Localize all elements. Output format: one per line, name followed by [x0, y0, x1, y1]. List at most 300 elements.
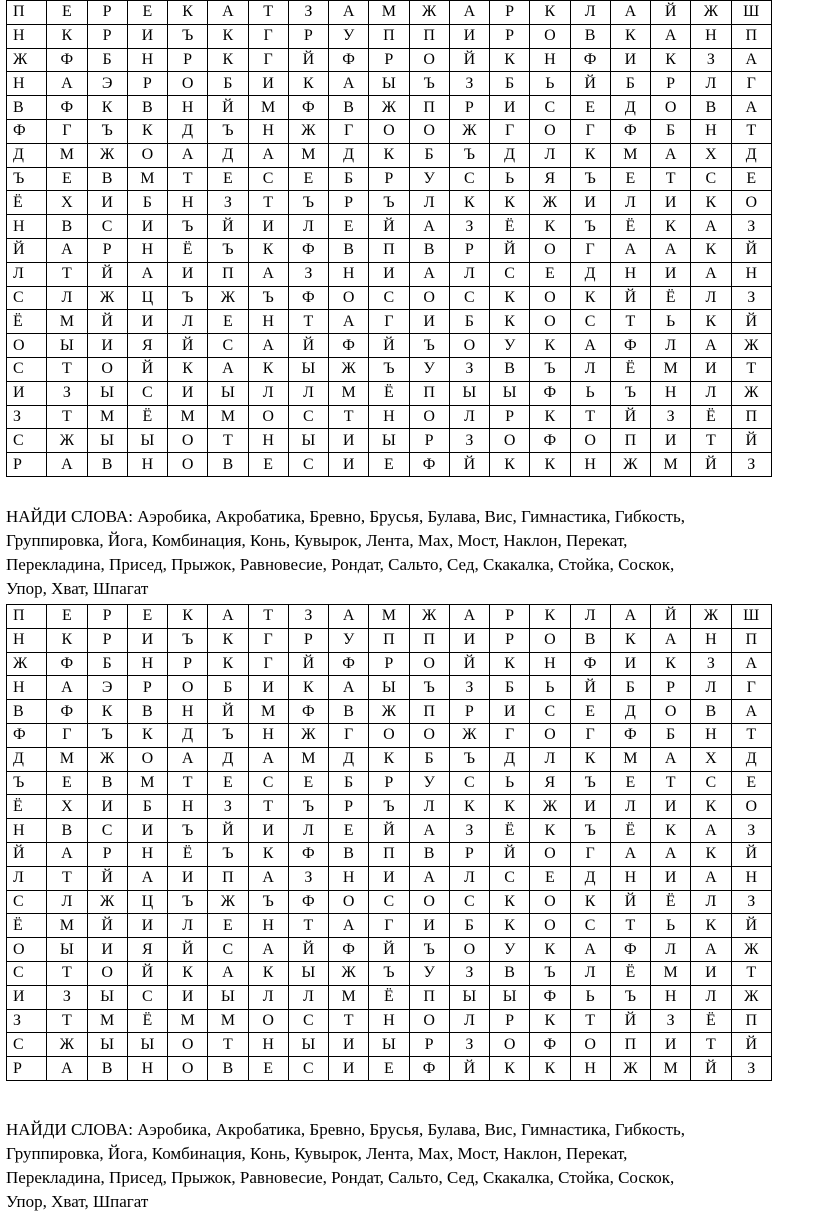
grid-cell: Ъ — [248, 890, 288, 914]
grid-cell: К — [168, 961, 208, 985]
grid-cell: А — [329, 914, 369, 938]
grid-cell: Ъ — [168, 819, 208, 843]
grid-cell: Р — [127, 72, 167, 96]
grid-cell: О — [409, 890, 449, 914]
grid-cell: Й — [87, 866, 127, 890]
grid-cell: П — [409, 381, 449, 405]
grid-cell: К — [691, 914, 731, 938]
grid-cell: Ъ — [208, 723, 248, 747]
grid-cell: Ъ — [449, 143, 489, 167]
grid-cell: Б — [329, 167, 369, 191]
grid-cell: В — [87, 167, 127, 191]
grid-row — [7, 628, 772, 652]
grid-cell: Л — [691, 72, 731, 96]
grid-cell: Н — [168, 96, 208, 120]
grid-cell: Ь — [490, 771, 530, 795]
grid-cell: Г — [47, 119, 87, 143]
grid-cell: С — [288, 405, 328, 429]
grid-cell: Ж — [610, 1057, 650, 1081]
grid-cell: А — [610, 842, 650, 866]
grid-cell: П — [369, 842, 409, 866]
grid-cell: И — [449, 24, 489, 48]
word-list — [6, 505, 806, 601]
grid-cell: Н — [369, 405, 409, 429]
grid-cell: К — [47, 628, 87, 652]
grid-cell: Ъ — [530, 357, 570, 381]
grid-cell: А — [449, 1, 489, 25]
grid-cell: К — [530, 819, 570, 843]
grid-cell: И — [651, 191, 691, 215]
grid-cell: З — [47, 985, 87, 1009]
grid-cell: А — [610, 1, 650, 25]
grid-cell: З — [691, 652, 731, 676]
grid-cell: С — [7, 1033, 47, 1057]
grid-cell: О — [168, 1033, 208, 1057]
grid-cell: Р — [87, 605, 127, 629]
grid-cell: Й — [369, 215, 409, 239]
grid-cell: Т — [168, 167, 208, 191]
grid-cell: А — [329, 72, 369, 96]
grid-cell: Л — [7, 866, 47, 890]
grid-cell: О — [248, 405, 288, 429]
grid-cell: Н — [731, 866, 772, 890]
grid-cell: П — [208, 262, 248, 286]
grid-cell: Ф — [530, 1033, 570, 1057]
grid-cell: Г — [47, 723, 87, 747]
grid-cell: М — [369, 1, 409, 25]
grid-cell: В — [691, 96, 731, 120]
grid-cell: Е — [248, 1057, 288, 1081]
grid-cell: П — [208, 866, 248, 890]
grid-cell: З — [449, 676, 489, 700]
grid-row — [7, 48, 772, 72]
grid-cell: О — [168, 429, 208, 453]
grid-cell: Ф — [7, 119, 47, 143]
grid-cell: О — [409, 405, 449, 429]
grid-cell: М — [127, 167, 167, 191]
grid-cell: О — [329, 890, 369, 914]
grid-cell: К — [208, 48, 248, 72]
grid-cell: К — [168, 605, 208, 629]
grid-cell: О — [651, 96, 691, 120]
grid-cell: А — [168, 747, 208, 771]
grid-cell: Ц — [127, 890, 167, 914]
grid-cell: У — [409, 167, 449, 191]
letter-grid — [6, 604, 772, 1081]
grid-cell: Н — [610, 262, 650, 286]
grid-cell: Ж — [731, 381, 772, 405]
grid-cell: Ь — [570, 381, 610, 405]
grid-cell: А — [409, 262, 449, 286]
grid-row — [7, 890, 772, 914]
grid-cell: И — [248, 72, 288, 96]
grid-cell: И — [127, 628, 167, 652]
grid-cell: Н — [651, 381, 691, 405]
grid-cell: Н — [7, 676, 47, 700]
grid-cell: Д — [731, 747, 772, 771]
grid-cell: Б — [208, 72, 248, 96]
grid-row — [7, 215, 772, 239]
grid-row — [7, 334, 772, 358]
grid-cell: М — [288, 143, 328, 167]
grid-cell: Л — [570, 961, 610, 985]
grid-cell: А — [449, 605, 489, 629]
grid-cell: О — [530, 842, 570, 866]
grid-cell: Т — [248, 795, 288, 819]
grid-cell: Е — [610, 771, 650, 795]
grid-cell: А — [691, 262, 731, 286]
grid-cell: Й — [610, 890, 650, 914]
grid-cell: Ъ — [610, 381, 650, 405]
grid-cell: Ъ — [168, 215, 208, 239]
grid-cell: Д — [168, 723, 208, 747]
grid-cell: Й — [610, 286, 650, 310]
grid-cell: Й — [651, 1, 691, 25]
grid-cell: Ё — [651, 890, 691, 914]
grid-cell: Д — [329, 143, 369, 167]
grid-cell: Ж — [610, 453, 650, 477]
grid-cell: К — [490, 48, 530, 72]
grid-cell: Й — [288, 652, 328, 676]
grid-cell: С — [570, 914, 610, 938]
grid-cell: Й — [731, 842, 772, 866]
grid-cell: Р — [490, 628, 530, 652]
grid-cell: М — [329, 985, 369, 1009]
word-list-line: Группировка, Йога, Комбинация, Конь, Кувырок, Лента, Мах, Мост, Наклон, Перекат, — [6, 1143, 628, 1163]
grid-cell: О — [530, 238, 570, 262]
grid-cell: Т — [47, 262, 87, 286]
grid-cell: Ф — [409, 1057, 449, 1081]
grid-cell: А — [127, 262, 167, 286]
grid-cell: Х — [691, 143, 731, 167]
grid-row — [7, 938, 772, 962]
grid-cell: Ы — [208, 381, 248, 405]
grid-cell: И — [409, 914, 449, 938]
grid-cell: Ь — [570, 985, 610, 1009]
grid-cell: Ё — [610, 357, 650, 381]
grid-cell: Р — [87, 842, 127, 866]
grid-cell: К — [530, 1, 570, 25]
grid-cell: Р — [490, 605, 530, 629]
grid-cell: М — [651, 961, 691, 985]
grid-row — [7, 1057, 772, 1081]
grid-cell: Ж — [47, 1033, 87, 1057]
grid-cell: Ы — [369, 1033, 409, 1057]
grid-cell: З — [449, 1033, 489, 1057]
grid-cell: Д — [490, 747, 530, 771]
grid-cell: Ь — [530, 72, 570, 96]
grid-cell: Г — [329, 723, 369, 747]
grid-cell: Л — [449, 262, 489, 286]
grid-cell: А — [47, 1057, 87, 1081]
grid-cell: Й — [731, 914, 772, 938]
grid-cell: Ё — [7, 795, 47, 819]
grid-cell: Ш — [731, 1, 772, 25]
grid-cell: Ь — [490, 167, 530, 191]
grid-cell: Ъ — [570, 167, 610, 191]
grid-cell: Ъ — [208, 119, 248, 143]
grid-cell: Р — [369, 771, 409, 795]
grid-cell: А — [651, 842, 691, 866]
grid-cell: Р — [490, 24, 530, 48]
grid-cell: Е — [47, 605, 87, 629]
grid-cell: Ъ — [288, 191, 328, 215]
grid-cell: Й — [87, 262, 127, 286]
grid-cell: Н — [248, 429, 288, 453]
grid-cell: Е — [369, 1057, 409, 1081]
grid-cell: Г — [731, 72, 772, 96]
grid-cell: Н — [7, 24, 47, 48]
grid-cell: И — [651, 866, 691, 890]
grid-row — [7, 405, 772, 429]
grid-cell: Ё — [490, 819, 530, 843]
grid-cell: Р — [651, 676, 691, 700]
grid-cell: Ф — [570, 652, 610, 676]
grid-cell: С — [691, 167, 731, 191]
grid-cell: Ф — [610, 938, 650, 962]
grid-cell: К — [490, 914, 530, 938]
grid-cell: М — [208, 1009, 248, 1033]
grid-cell: Ы — [449, 985, 489, 1009]
grid-cell: Л — [168, 914, 208, 938]
grid-cell: Й — [208, 96, 248, 120]
grid-cell: Р — [288, 628, 328, 652]
grid-cell: Ж — [731, 938, 772, 962]
grid-cell: Д — [570, 262, 610, 286]
grid-cell: Ё — [7, 191, 47, 215]
grid-cell: Е — [208, 167, 248, 191]
grid-cell: Ё — [490, 215, 530, 239]
grid-cell: Ё — [369, 381, 409, 405]
grid-cell: С — [449, 771, 489, 795]
grid-row — [7, 676, 772, 700]
grid-cell: Е — [127, 1, 167, 25]
grid-cell: З — [651, 405, 691, 429]
grid-cell: Э — [87, 676, 127, 700]
grid-cell: Ж — [87, 286, 127, 310]
grid-cell: Ё — [610, 819, 650, 843]
grid-cell: О — [530, 628, 570, 652]
grid-cell: Ж — [7, 652, 47, 676]
grid-cell: О — [530, 723, 570, 747]
grid-cell: С — [127, 381, 167, 405]
grid-cell: А — [47, 238, 87, 262]
grid-cell: С — [490, 866, 530, 890]
grid-cell: И — [127, 914, 167, 938]
grid-cell: Р — [409, 429, 449, 453]
grid-cell: З — [449, 215, 489, 239]
grid-cell: Т — [731, 961, 772, 985]
grid-cell: И — [490, 96, 530, 120]
grid-cell: Й — [127, 961, 167, 985]
grid-cell: С — [7, 961, 47, 985]
grid-cell: И — [87, 795, 127, 819]
grid-row — [7, 238, 772, 262]
grid-cell: Б — [87, 48, 127, 72]
grid-cell: Л — [610, 795, 650, 819]
grid-cell: И — [651, 429, 691, 453]
grid-row — [7, 866, 772, 890]
grid-cell: Ы — [490, 985, 530, 1009]
grid-cell: Ъ — [7, 771, 47, 795]
grid-cell: Н — [127, 1057, 167, 1081]
grid-cell: Ъ — [409, 334, 449, 358]
grid-cell: Ы — [288, 357, 328, 381]
grid-cell: К — [691, 842, 731, 866]
grid-row — [7, 262, 772, 286]
grid-cell: Н — [530, 652, 570, 676]
grid-cell: О — [248, 1009, 288, 1033]
grid-cell: Й — [168, 938, 208, 962]
grid-cell: И — [168, 381, 208, 405]
grid-cell: И — [449, 628, 489, 652]
grid-cell: Н — [329, 262, 369, 286]
grid-cell: Е — [369, 453, 409, 477]
grid-cell: Ё — [610, 961, 650, 985]
grid-cell: Ж — [530, 795, 570, 819]
grid-cell: С — [449, 890, 489, 914]
grid-cell: И — [248, 819, 288, 843]
grid-cell: В — [409, 842, 449, 866]
grid-cell: Б — [208, 676, 248, 700]
grid-cell: К — [248, 238, 288, 262]
grid-cell: К — [248, 357, 288, 381]
grid-cell: Ь — [530, 676, 570, 700]
grid-cell: К — [691, 191, 731, 215]
grid-cell: П — [731, 405, 772, 429]
grid-cell: Р — [369, 652, 409, 676]
grid-cell: Н — [570, 1057, 610, 1081]
grid-cell: С — [288, 1057, 328, 1081]
grid-cell: Н — [691, 119, 731, 143]
grid-cell: Ж — [409, 605, 449, 629]
grid-cell: К — [490, 191, 530, 215]
grid-cell: Й — [570, 72, 610, 96]
grid-cell: М — [610, 747, 650, 771]
grid-cell: Й — [449, 48, 489, 72]
grid-cell: Р — [7, 1057, 47, 1081]
grid-cell: К — [570, 143, 610, 167]
grid-cell: Ё — [610, 215, 650, 239]
grid-cell: В — [329, 700, 369, 724]
grid-cell: К — [610, 628, 650, 652]
grid-cell: К — [691, 238, 731, 262]
grid-cell: О — [490, 429, 530, 453]
grid-cell: Ы — [87, 381, 127, 405]
grid-cell: А — [329, 605, 369, 629]
grid-cell: К — [490, 795, 530, 819]
grid-cell: Р — [87, 24, 127, 48]
grid-cell: А — [329, 676, 369, 700]
grid-cell: Ы — [47, 938, 87, 962]
grid-cell: Д — [731, 143, 772, 167]
grid-cell: О — [449, 938, 489, 962]
grid-cell: Е — [570, 700, 610, 724]
grid-cell: К — [208, 24, 248, 48]
grid-cell: Й — [691, 453, 731, 477]
grid-cell: К — [530, 605, 570, 629]
grid-cell: В — [329, 238, 369, 262]
grid-cell: Й — [490, 842, 530, 866]
grid-row — [7, 819, 772, 843]
grid-row — [7, 914, 772, 938]
grid-cell: Т — [248, 191, 288, 215]
grid-cell: О — [409, 723, 449, 747]
grid-cell: Б — [449, 914, 489, 938]
grid-cell: Ф — [47, 700, 87, 724]
grid-row — [7, 961, 772, 985]
grid-cell: К — [691, 795, 731, 819]
grid-cell: Ж — [329, 961, 369, 985]
grid-cell: Ф — [288, 96, 328, 120]
grid-cell: Е — [570, 96, 610, 120]
grid-cell: С — [369, 890, 409, 914]
grid-cell: И — [127, 819, 167, 843]
grid-cell: Л — [7, 262, 47, 286]
grid-cell: П — [7, 1, 47, 25]
grid-cell: З — [651, 1009, 691, 1033]
grid-cell: Й — [449, 652, 489, 676]
grid-cell: З — [449, 429, 489, 453]
grid-cell: К — [530, 938, 570, 962]
grid-cell: А — [731, 96, 772, 120]
grid-cell: В — [47, 215, 87, 239]
grid-cell: Л — [691, 381, 731, 405]
grid-cell: Т — [47, 357, 87, 381]
grid-cell: Й — [208, 819, 248, 843]
grid-cell: У — [329, 628, 369, 652]
grid-cell: Ж — [87, 143, 127, 167]
grid-cell: Й — [651, 605, 691, 629]
grid-cell: Ж — [208, 890, 248, 914]
grid-cell: И — [329, 1057, 369, 1081]
grid-cell: Н — [248, 723, 288, 747]
grid-cell: Г — [490, 119, 530, 143]
grid-cell: О — [530, 310, 570, 334]
grid-cell: Ж — [47, 429, 87, 453]
grid-cell: Б — [409, 143, 449, 167]
grid-cell: З — [731, 215, 772, 239]
grid-cell: А — [208, 605, 248, 629]
grid-cell: Р — [369, 48, 409, 72]
grid-cell: Э — [87, 72, 127, 96]
grid-cell: Л — [530, 143, 570, 167]
grid-cell: И — [691, 357, 731, 381]
grid-cell: Т — [329, 405, 369, 429]
grid-cell: О — [530, 24, 570, 48]
grid-cell: Ъ — [409, 676, 449, 700]
grid-cell: А — [248, 143, 288, 167]
grid-cell: Л — [248, 985, 288, 1009]
grid-row — [7, 429, 772, 453]
grid-cell: К — [208, 628, 248, 652]
grid-cell: А — [208, 1, 248, 25]
grid-cell: У — [409, 961, 449, 985]
grid-cell: С — [449, 286, 489, 310]
grid-cell: В — [570, 24, 610, 48]
grid-cell: Е — [47, 1, 87, 25]
grid-cell: В — [7, 96, 47, 120]
grid-cell: Р — [168, 652, 208, 676]
grid-cell: З — [208, 795, 248, 819]
grid-cell: М — [47, 310, 87, 334]
grid-cell: Й — [168, 334, 208, 358]
grid-row — [7, 842, 772, 866]
grid-cell: К — [490, 310, 530, 334]
grid-cell: В — [409, 238, 449, 262]
grid-cell: Р — [449, 238, 489, 262]
grid-cell: Л — [570, 357, 610, 381]
